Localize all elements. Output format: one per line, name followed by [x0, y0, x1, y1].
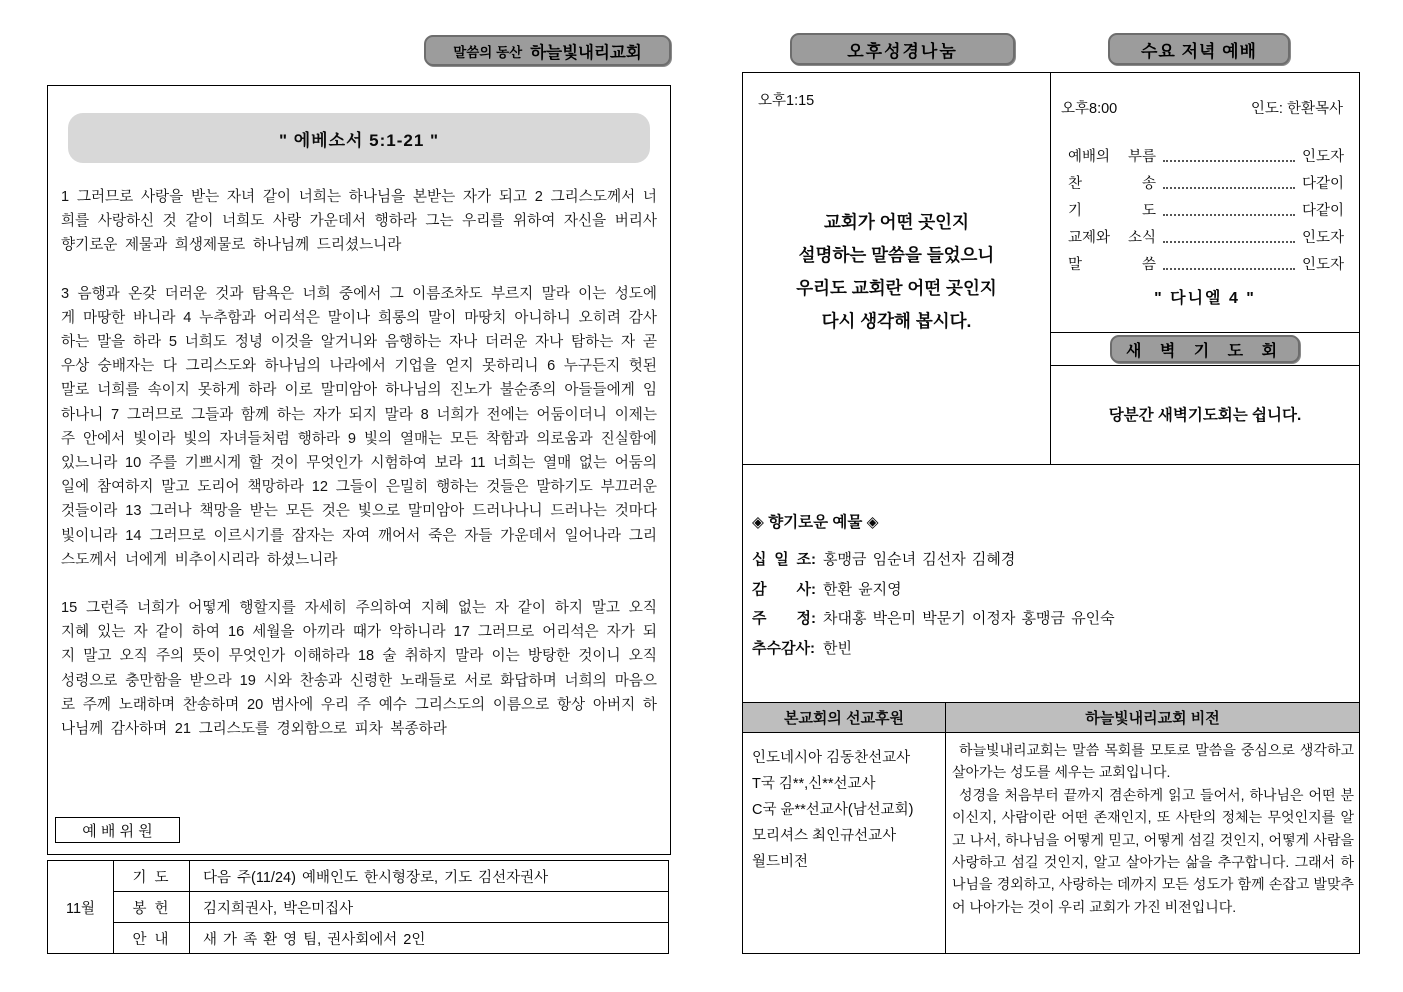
dawn-prayer-band	[1051, 332, 1359, 366]
scripture-paragraph: 1 그러므로 사랑을 받는 자녀 같이 너희는 하나님을 본받는 자가 되고 2 그리스도께서 너희를 사랑하신 것 같이 너희도 사랑 가운데서 행하라 그는 우리를 위하여 자신을 버리사 향기로운 제물과 희생제물로 하나님께 드리셨느니라	[61, 189, 657, 254]
table-header-row	[743, 703, 1360, 733]
order-item: 찬 송	[1068, 176, 1156, 192]
church-name-badge	[424, 35, 671, 66]
vision-text	[946, 733, 1360, 954]
table-row	[743, 733, 1360, 954]
afternoon-bible-sharing-cell	[743, 73, 1051, 464]
dotted-leader	[1163, 268, 1295, 270]
missions-header: 본교회의 선교후원	[743, 703, 946, 733]
afternoon-time: 오후1:15	[758, 93, 815, 109]
offering-label: 주 정:	[752, 610, 816, 627]
dawn-prayer-notice: 당분간 새벽기도회는 쉽니다.	[1108, 407, 1302, 424]
offering-label: 십 일 조:	[752, 551, 816, 568]
worship-committee-label: 예 배 위 원	[55, 817, 180, 843]
order-who: 인도자	[1301, 257, 1344, 273]
scripture-paragraph: 15 그런즉 너희가 어떻게 행할지를 자세히 주의하여 지혜 없는 자 같이 하지 말고 오직 지혜 있는 자 같이 하여 16 세월을 아끼라 때가 악하니라 17 그러므로 어리석은 자가 되지 말고 오직 주의 뜻이 무엇인가 이해하라 18 술 취하지 말라 이는 방탕한 것이니 오직 성령으로 충만함을 받으라 19 시와 찬송과 신령한 노래들로 서로 화답하며 너희의 마음으로 주께 노래하며 찬송하며 20 범사에 우리 주 예수 그리스도의 이름으로 항상 아버지 하나님께 감사하며 21 그리스도를 경외함으로 피차 복종하라	[61, 600, 657, 738]
order-row	[1068, 247, 1344, 274]
church-name: 하늘빛내리교회	[530, 43, 642, 62]
table-row	[48, 892, 669, 923]
wednesday-service-header	[1061, 97, 1343, 118]
message-line: 우리도 교회란 어떤 곳인지	[796, 278, 997, 298]
offerings-panel	[742, 464, 1360, 703]
offering-names: 홍맹금 임순녀 김선자 김혜경	[823, 551, 1016, 568]
order-row	[1068, 166, 1344, 193]
order-row	[1068, 193, 1344, 220]
committee-value: 새 가 족 환 영 팀, 권사회에서 2인	[190, 923, 669, 954]
sermon-passage: " 다니엘 4 "	[1154, 290, 1256, 307]
mission-item: T국 김**,신**선교사	[752, 776, 876, 792]
order-item: 교제와 소식	[1068, 230, 1156, 246]
missions-list	[743, 733, 946, 954]
order-of-service	[1068, 139, 1344, 274]
order-row	[1068, 220, 1344, 247]
mission-item: 모리셔스 최인규선교사	[752, 828, 897, 844]
scripture-paragraph: 3 음행과 온갖 더러운 것과 탐욕은 너희 중에서 그 이름조차도 부르지 말라 이는 성도에게 마땅한 바니라 4 누추함과 어리석은 말이나 희롱의 말이 마땅치 아니하니 오히려 감사하는 말을 하라 5 너희도 정녕 이것을 알거니와 음행하는 자나 더러운 자나 탐하는 자 곧 우상 숭배자는 다 그리스도와 하나님의 나라에서 기업을 얻지 못하리니 6 누구든지 헛된 말로 너희를 속이지 못하게 하라 이로 말미암아 하나님의 진노가 불순종의 아들들에게 임하나니 7 그러므로 그들과 함께 하는 자가 되지 말라 8 너희가 전에는 어둠이더니 이제는 주 안에서 빛이라 빛의 자녀들처럼 행하라 9 빛의 열매는 모든 착함과 의로움과 진실함에 있느니라 10 주를 기쁘시게 할 것이 무엇인가 시험하여 보라 11 너희는 열매 없는 어둠의 일에 참여하지 말고 도리어 책망하라 12 그들이 은밀히 행하는 것들은 말하기도 부끄러운 것들이라 13 그러나 책망을 받는 모든 것은 빛으로 말미암아 드러나나니 드러나는 것마다 빛이니라 14 그러므로 이르시기를 잠자는 자여 깨어서 죽은 자들 가운데서 일어나라 그리스도께서 너에게 비추이시리라 하셨느니라	[61, 285, 657, 568]
worship-committee-table	[47, 860, 669, 954]
order-who: 다같이	[1301, 203, 1344, 219]
mission-vision-table	[742, 702, 1360, 954]
dotted-leader	[1163, 187, 1295, 189]
committee-role: 안 내	[114, 923, 190, 954]
order-who: 다같이	[1301, 176, 1344, 192]
order-row	[1068, 139, 1344, 166]
vision-paragraph: 성경을 처음부터 끝까지 겸손하게 읽고 들어서, 하나님은 어떤 분이신지, 사람이란 어떤 존재인지, 또 사탄의 정체는 무엇인지를 알고 나서, 하나님을 어떻게 믿고, 어떻게 섬길 것인지, 어떻게 사람을 사랑하고 섬길 것인지, 알고 살아가는 삶을 추구합니다. 그래서 하나님을 경외하고, 사랑하는 데까지 모든 성도가 함께 손잡고 발맞추어 나아가는 것이 우리 교회가 가진 비전입니다.	[952, 786, 1354, 915]
order-item: 기 도	[1068, 203, 1156, 219]
committee-month: 11월	[48, 861, 114, 954]
order-item: 말 씀	[1068, 257, 1156, 273]
offering-row	[752, 545, 1349, 575]
scripture-title: " 에베소서 5:1-21 "	[68, 113, 650, 163]
order-item: 예배의 부름	[1068, 149, 1156, 165]
message-line: 다시 생각해 봅시다.	[821, 311, 972, 331]
order-who: 인도자	[1301, 149, 1344, 165]
committee-value: 다음 주(11/24) 예배인도 한시형장로, 기도 김선자권사	[190, 861, 669, 892]
afternoon-message	[743, 206, 1050, 338]
wednesday-evening-service-badge: 수요 저녁 예배	[1108, 33, 1290, 65]
offering-row	[752, 634, 1349, 664]
offering-names: 차대홍 박은미 박문기 이정자 홍맹금 유인숙	[823, 610, 1115, 627]
offering-row	[752, 575, 1349, 605]
order-who: 인도자	[1301, 230, 1344, 246]
offering-names: 한환 윤지영	[823, 580, 902, 598]
offering-names: 한빈	[823, 639, 852, 657]
offering-label: 감 사:	[752, 580, 816, 598]
dotted-leader	[1163, 160, 1295, 162]
committee-value: 김지희권사, 박은미집사	[190, 892, 669, 923]
mission-item: C국 윤**선교사(남선교회)	[752, 802, 914, 818]
table-row	[48, 923, 669, 954]
table-row	[48, 861, 669, 892]
afternoon-bible-sharing-badge: 오후성경나눔	[790, 33, 1015, 65]
dotted-leader	[1163, 241, 1295, 243]
mission-item: 인도네시아 김동찬선교사	[752, 750, 911, 766]
vision-paragraph: 하늘빛내리교회는 말씀 목회를 모토로 말씀을 중심으로 생각하고 살아가는 성도를 세우는 교회입니다.	[952, 742, 1354, 781]
wednesday-time: 오후8:00	[1061, 101, 1118, 117]
offering-label: 추수감사:	[752, 639, 815, 657]
committee-role: 봉 헌	[114, 892, 190, 923]
scripture-panel	[47, 85, 671, 855]
committee-role: 기 도	[114, 861, 190, 892]
wednesday-service-cell	[1051, 73, 1359, 464]
dotted-leader	[1163, 214, 1295, 216]
message-line: 교회가 어떤 곳인지	[824, 212, 969, 232]
scripture-text	[61, 185, 657, 741]
offering-row	[752, 604, 1349, 634]
message-line: 설명하는 말씀을 들었으니	[798, 245, 995, 265]
vision-header: 하늘빛내리교회 비전	[946, 703, 1360, 733]
wednesday-leader: 인도: 한환목사	[1250, 101, 1343, 117]
services-panel	[742, 72, 1360, 465]
offerings-title: ◈ 향기로운 예물 ◈	[752, 514, 879, 531]
mission-item: 월드비전	[752, 854, 809, 870]
dawn-prayer-badge: 새 벽 기 도 회	[1110, 335, 1300, 363]
church-motto: 말씀의 동산	[453, 44, 523, 60]
